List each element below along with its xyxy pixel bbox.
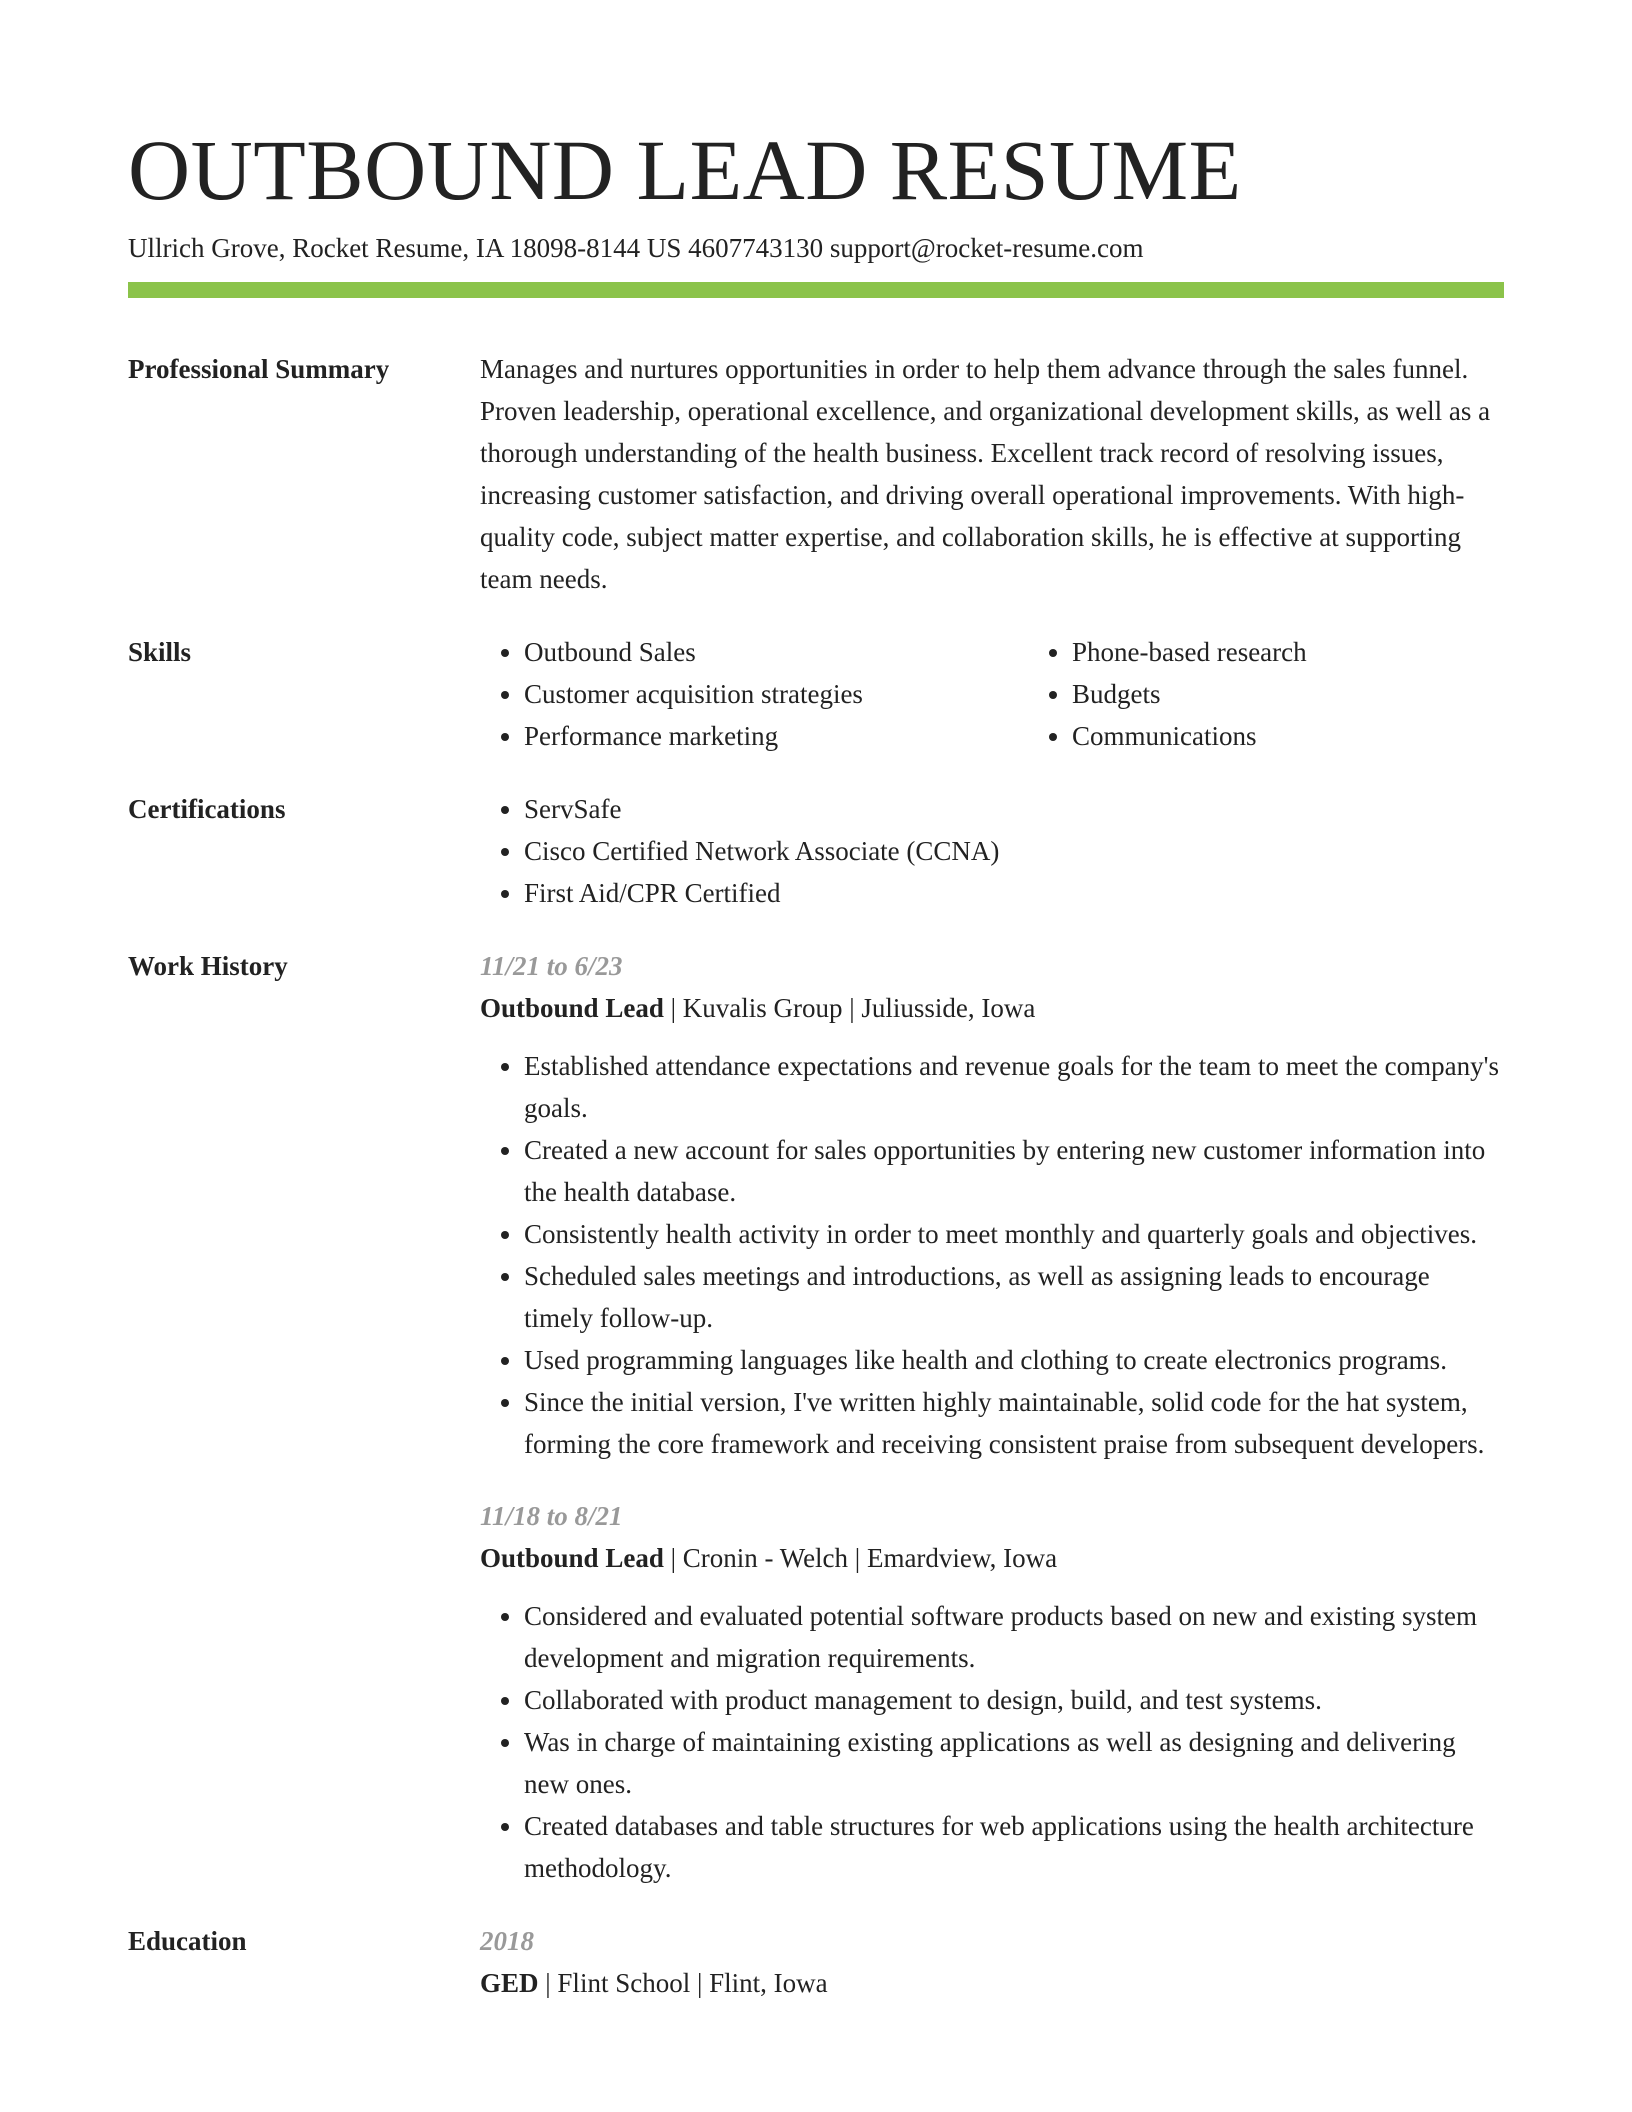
education-line xyxy=(480,1962,1504,2004)
job-bullet: • Created databases and table structures for web applications using the health architecture methodology. xyxy=(524,1805,1504,1889)
education-school-location: | Flint School | Flint, Iowa xyxy=(538,1968,828,1998)
section-certifications xyxy=(128,788,1504,914)
summary-text: Manages and nurtures opportunities in order to help them advance through the sales funnel. Proven leadership, operational excellence, and organizational development skills, as well as a thorough understanding of the health business. Excellent track record of resolving issues, increasing customer satisfaction, and driving overall operational improvements. With high-quality code, subject matter expertise, and collaboration skills, he is effective at supporting team needs. xyxy=(480,354,1491,594)
skills-list-col2 xyxy=(1028,631,1576,757)
resume-title: OUTBOUND LEAD RESUME xyxy=(128,122,1242,218)
job-bullets xyxy=(480,1045,1504,1465)
job-role-line xyxy=(480,987,1504,1029)
skill-item: • Performance marketing xyxy=(524,715,1028,757)
education-body xyxy=(480,1920,1504,2004)
skill-item: • Communications xyxy=(1072,715,1576,757)
job-dates: 11/21 to 6/23 xyxy=(480,951,623,981)
section-professional-summary xyxy=(128,348,1504,600)
job-entry xyxy=(480,945,1504,1465)
job-bullet: • Considered and evaluated potential software products based on new and existing system development and migration requirements. xyxy=(524,1595,1504,1679)
skill-item: • Budgets xyxy=(1072,673,1576,715)
education-degree: GED xyxy=(480,1968,539,1998)
job-bullets xyxy=(480,1595,1504,1889)
section-label-work-history: Work History xyxy=(128,951,288,981)
skill-item: • Phone-based research xyxy=(1072,631,1576,673)
section-label-skills: Skills xyxy=(128,637,192,667)
section-skills xyxy=(128,631,1504,757)
contact-line: Ullrich Grove, Rocket Resume, IA 18098-8144 US 4607743130 support@rocket-resume.com xyxy=(128,233,1144,263)
job-entry xyxy=(480,1495,1504,1889)
job-bullet: • Was in charge of maintaining existing applications as well as designing and delivering new ones. xyxy=(524,1721,1504,1805)
section-label-summary: Professional Summary xyxy=(128,354,390,384)
job-title: Outbound Lead xyxy=(480,1543,664,1573)
resume-page xyxy=(128,120,1504,2004)
section-education xyxy=(128,1920,1504,2004)
section-work-history xyxy=(128,945,1504,1889)
job-bullet: • Scheduled sales meetings and introductions, as well as assigning leads to encourage timely follow-up. xyxy=(524,1255,1504,1339)
job-bullet: • Since the initial version, I've written highly maintainable, solid code for the hat system, forming the core framework and receiving consistent praise from subsequent developers. xyxy=(524,1381,1504,1465)
skills-list-col1 xyxy=(480,631,1028,757)
job-title: Outbound Lead xyxy=(480,993,664,1023)
certification-item: • First Aid/CPR Certified xyxy=(524,872,1504,914)
job-bullet: • Established attendance expectations and revenue goals for the team to meet the company's goals. xyxy=(524,1045,1504,1129)
job-role-line xyxy=(480,1537,1504,1579)
job-dates: 11/18 to 8/21 xyxy=(480,1501,623,1531)
section-label-certifications: Certifications xyxy=(128,794,286,824)
work-history-body xyxy=(480,945,1504,1889)
job-company-location: | Kuvalis Group | Juliusside, Iowa xyxy=(663,993,1036,1023)
education-year: 2018 xyxy=(480,1926,534,1956)
header-divider xyxy=(128,282,1504,298)
skills-columns xyxy=(480,631,1576,757)
job-company-location: | Cronin - Welch | Emardview, Iowa xyxy=(663,1543,1058,1573)
skill-item: • Outbound Sales xyxy=(524,631,1028,673)
job-bullet: • Used programming languages like health and clothing to create electronics programs. xyxy=(524,1339,1504,1381)
job-bullet: • Consistently health activity in order to meet monthly and quarterly goals and objectives. xyxy=(524,1213,1504,1255)
skill-item: • Customer acquisition strategies xyxy=(524,673,1028,715)
certifications-body xyxy=(480,788,1504,914)
certification-item: • ServSafe xyxy=(524,788,1504,830)
job-bullet: • Collaborated with product management to design, build, and test systems. xyxy=(524,1679,1504,1721)
certification-item: • Cisco Certified Network Associate (CCNA) xyxy=(524,830,1504,872)
certifications-list xyxy=(480,788,1504,914)
job-bullet: • Created a new account for sales opportunities by entering new customer information into the health database. xyxy=(524,1129,1504,1213)
section-label-education: Education xyxy=(128,1926,247,1956)
